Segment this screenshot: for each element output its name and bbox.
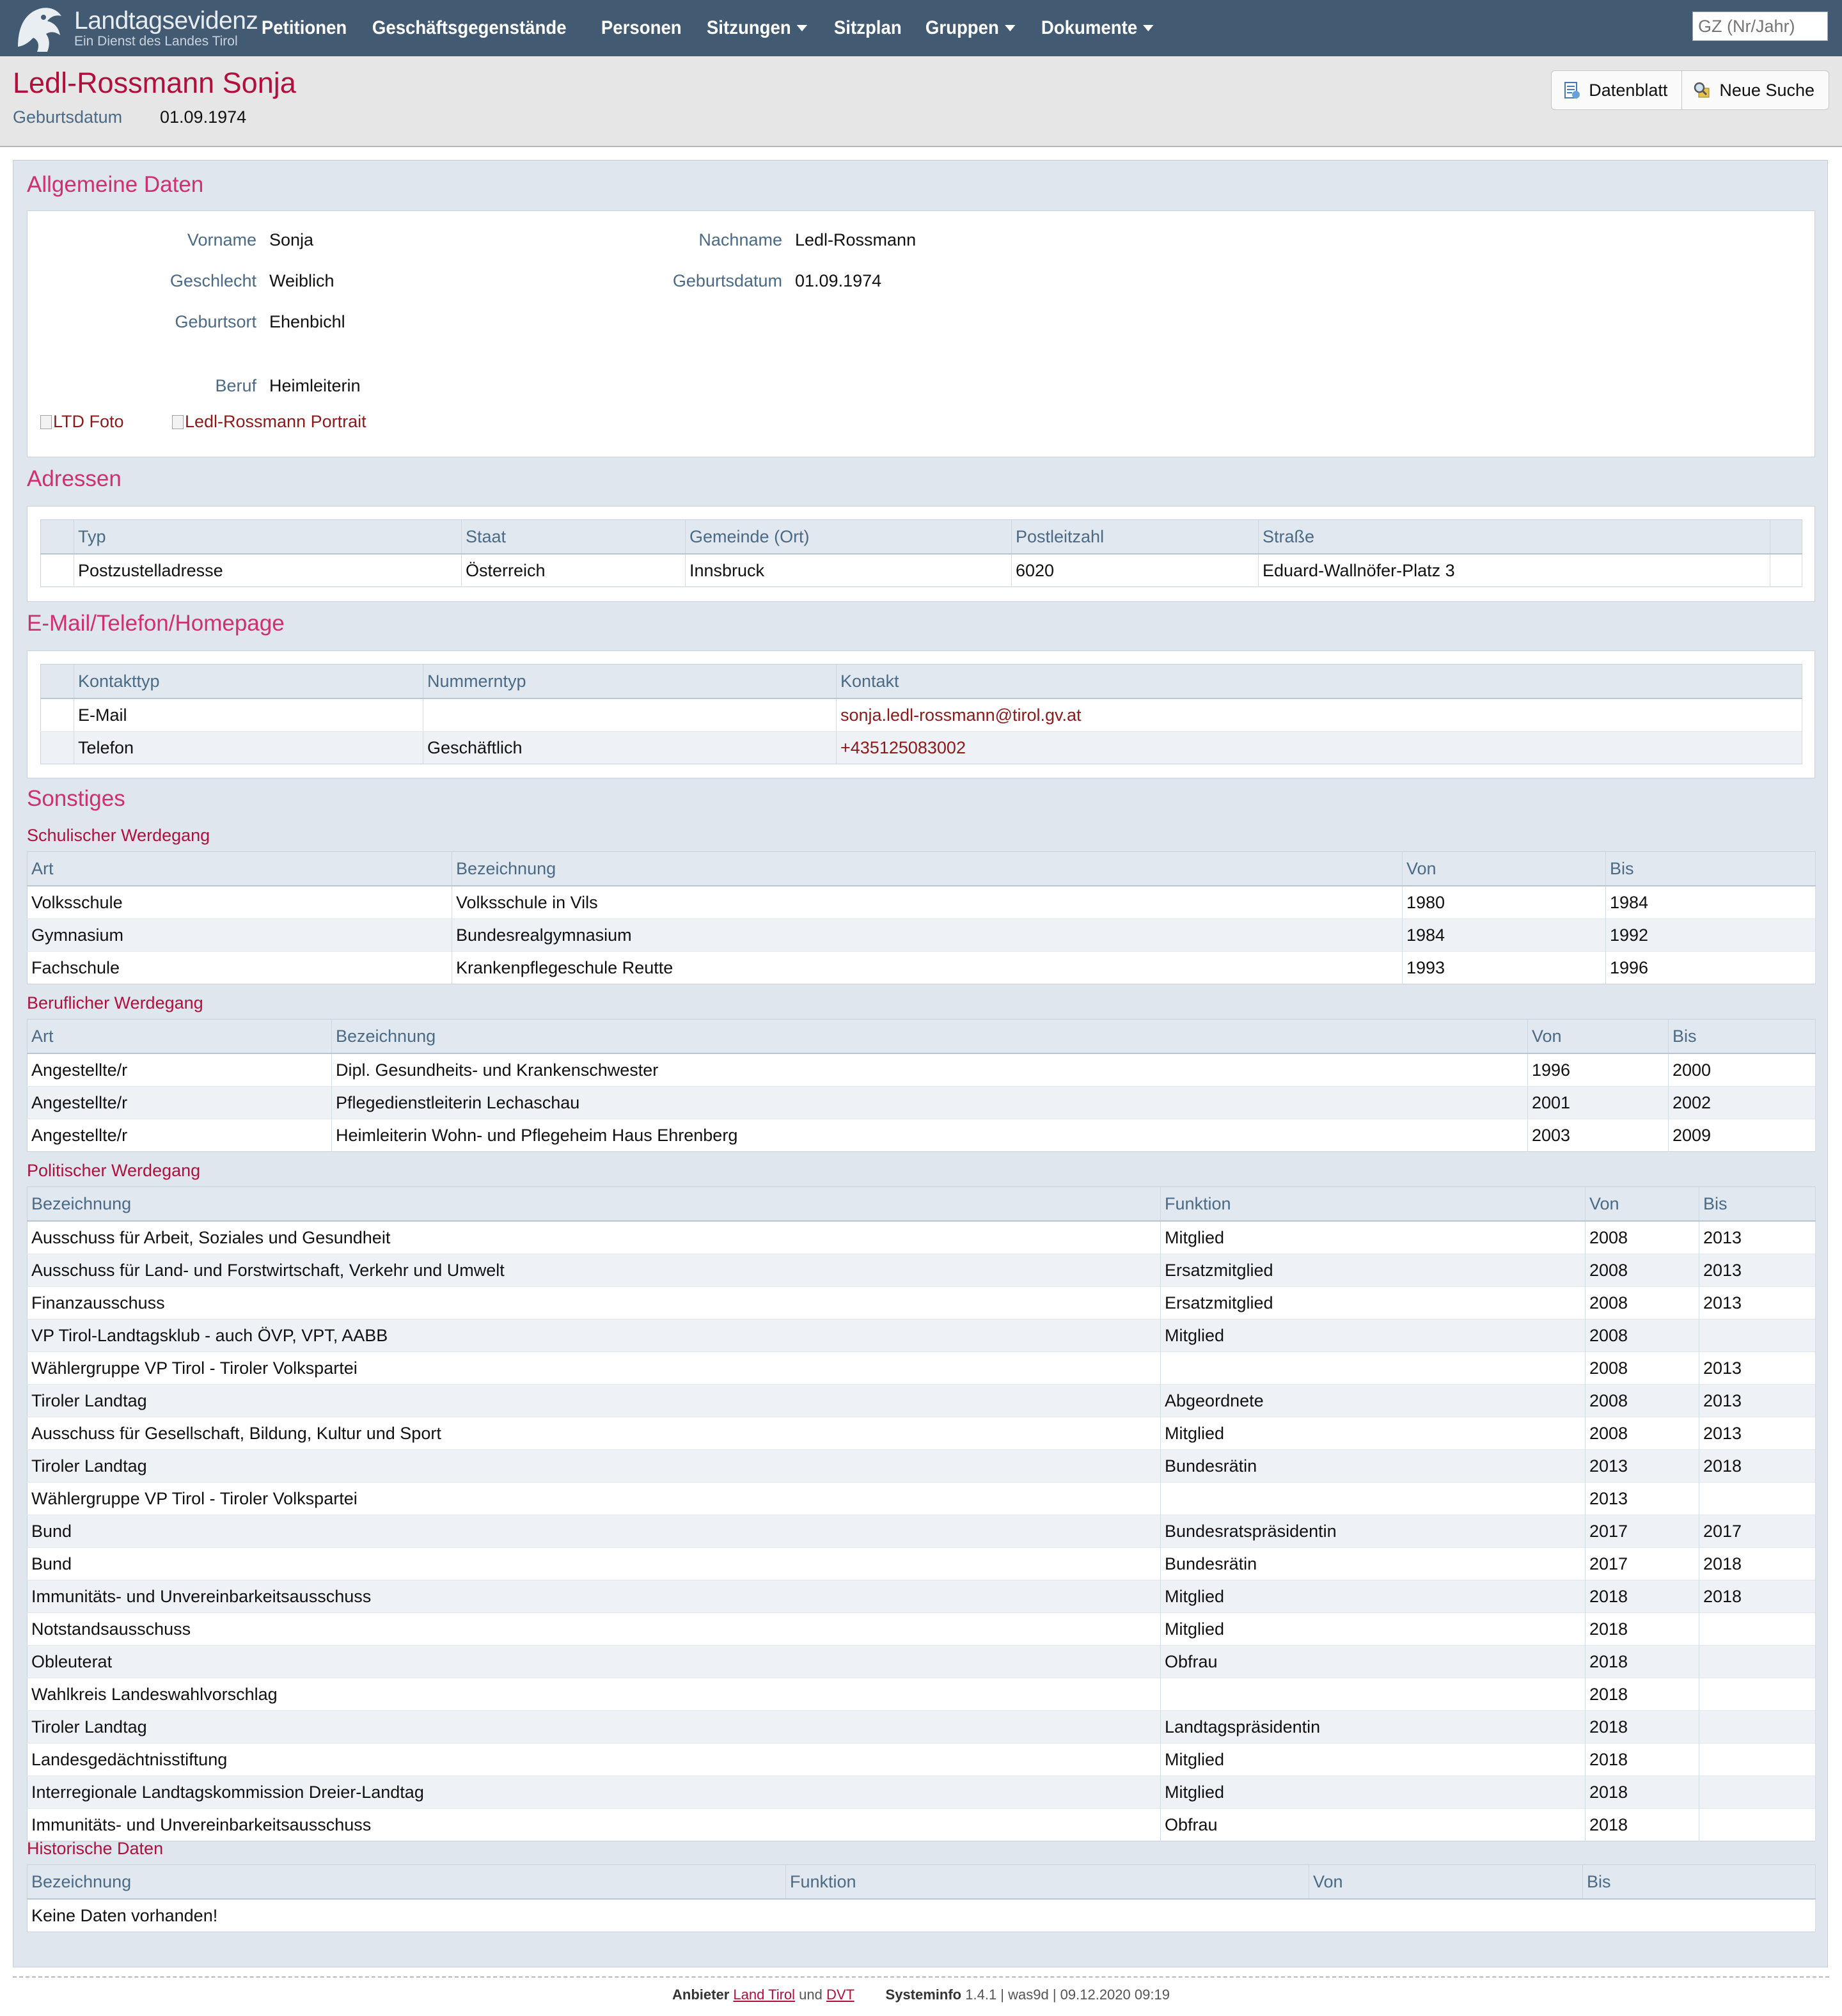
table-cell [1699,1711,1816,1744]
nav-label: Sitzplan [834,17,902,38]
table-cell: Wählergruppe VP Tirol - Tiroler Volkspartei [28,1483,1161,1515]
table-cell: 2013 [1699,1287,1816,1319]
table-row [28,1809,1816,1841]
table-cell: 2018 [1586,1744,1699,1776]
caret-down-icon [1144,25,1154,31]
table-header-cell[interactable]: Bis [1583,1865,1816,1900]
table-cell: Ersatzmitglied [1161,1254,1586,1287]
table-cell [41,554,74,587]
table-row [28,1515,1816,1548]
table-cell: 2018 [1586,1580,1699,1613]
brand-title: Landtagsevidenz [74,7,258,35]
footer [0,1987,1842,2003]
table-cell: 1996 [1528,1053,1669,1087]
table-header-cell[interactable]: Bezeichnung [452,852,1403,886]
gz-search-input[interactable] [1692,12,1828,41]
dob-label: Geburtsdatum [13,107,123,127]
table-row [28,1483,1816,1515]
table-cell: Wählergruppe VP Tirol - Tiroler Volkspartei [28,1352,1161,1385]
table-row [28,1385,1816,1417]
table-cell: 2018 [1586,1678,1699,1711]
table-cell: Interregionale Landtagskommission Dreier-Landtag [28,1776,1161,1809]
table-header-cell[interactable]: Nummerntyp [423,665,837,699]
table-header-cell [1770,520,1802,555]
table-cell: 1980 [1403,886,1606,919]
geburtsdatum-value: 01.09.1974 [795,271,882,290]
table-cell [423,698,837,732]
table-header-row [28,1020,1816,1054]
section-title-allgemein: Allgemeine Daten [27,172,204,197]
top-navbar [0,0,1842,56]
table-cell: 2018 [1699,1580,1816,1613]
email-link[interactable]: sonja.ledl-rossmann@tirol.gv.at [840,705,1082,725]
systeminfo-label: Systeminfo [885,1987,962,2003]
table-header-cell [41,520,74,555]
table-cell [1699,1319,1816,1352]
table-cell [837,698,1802,732]
table-cell: Mitglied [1161,1776,1586,1809]
table-cell: 2018 [1699,1450,1816,1483]
table-header-cell[interactable]: Bezeichnung [28,1865,786,1900]
table-header-cell[interactable]: Bis [1699,1187,1816,1222]
table-cell: Finanzausschuss [28,1287,1161,1319]
table-header-cell[interactable]: Von [1528,1020,1669,1054]
table-cell: Ersatzmitglied [1161,1287,1586,1319]
nav-label: Personen [601,17,682,38]
table-row [28,1087,1816,1119]
kontakt-box [27,650,1815,778]
table-cell: 2008 [1586,1385,1699,1417]
table-row [41,554,1802,587]
nachname-value: Ledl-Rossmann [795,230,917,249]
geburtsort-value: Ehenbichl [269,312,345,331]
table-cell: 2013 [1586,1483,1699,1515]
dvt-link[interactable]: DVT [826,1987,854,2003]
table-cell [41,698,74,732]
nav-sitzungen[interactable] [698,0,815,56]
table-cell: Bundesrealgymnasium [452,919,1403,952]
table-cell: Bund [28,1515,1161,1548]
section-title-kontakt: E-Mail/Telefon/Homepage [27,611,285,636]
table-row [28,1744,1816,1776]
table-cell: E-Mail [74,698,423,732]
neue-suche-label: Neue Suche [1719,80,1814,100]
ltd-foto-image [40,412,124,432]
table-cell: Angestellte/r [28,1053,332,1087]
table-cell: 2013 [1586,1450,1699,1483]
table-cell: 2008 [1586,1287,1699,1319]
table-cell: 2017 [1586,1548,1699,1580]
table-cell: Angestellte/r [28,1087,332,1119]
table-cell: Tiroler Landtag [28,1711,1161,1744]
table-header-cell[interactable]: Gemeinde (Ort) [686,520,1012,555]
table-cell: 2018 [1586,1646,1699,1678]
table-cell: 2013 [1699,1254,1816,1287]
table-cell: Eduard-Wallnöfer-Platz 3 [1259,554,1770,587]
portrait-image [172,412,366,432]
header-actions [1551,70,1829,110]
table-cell: 2009 [1669,1119,1816,1152]
table-header-cell[interactable]: Kontakt [837,665,1802,699]
table-cell: 2018 [1586,1809,1699,1841]
table-cell: Obfrau [1161,1809,1586,1841]
table-cell: 2008 [1586,1221,1699,1254]
table-row [28,1711,1816,1744]
table-cell: Pflegedienstleiterin Lechaschau [332,1087,1528,1119]
tirol-eagle-logo-icon [12,2,69,54]
nav-label: Geschäftsgegenstände [372,17,567,38]
table-row [28,1776,1816,1809]
caret-down-icon [1005,25,1016,31]
datenblatt-label: Datenblatt [1589,80,1668,100]
table-cell: 1993 [1403,952,1606,984]
table-cell: 2018 [1699,1548,1816,1580]
table-cell: Bundesrätin [1161,1450,1586,1483]
historisch-table [27,1864,1816,1932]
table-row [28,1319,1816,1352]
subtitle-politisch: Politischer Werdegang [27,1161,201,1180]
table-header-cell[interactable]: Von [1586,1187,1699,1222]
table-header-cell[interactable]: Postleitzahl [1012,520,1259,555]
kontakt-table [40,664,1802,764]
table-cell: Angestellte/r [28,1119,332,1152]
nav-personen[interactable] [593,0,690,56]
table-cell [1770,554,1802,587]
table-cell: Mitglied [1161,1580,1586,1613]
ltd-foto-alt: LTD Foto [53,412,124,431]
table-header-row [28,1187,1816,1222]
table-cell: Tiroler Landtag [28,1385,1161,1417]
dob-value: 01.09.1974 [160,107,247,127]
nachname-label: Nachname [698,230,782,249]
geburtsort-label: Geburtsort [175,312,256,331]
table-cell: 2008 [1586,1417,1699,1450]
table-header-cell[interactable]: Straße [1259,520,1770,555]
table-cell [1699,1678,1816,1711]
footer-divider [13,1976,1829,1978]
table-cell: 2002 [1669,1087,1816,1119]
table-row [28,1678,1816,1711]
person-header [0,56,1842,147]
table-cell: 2008 [1586,1254,1699,1287]
table-cell: 2017 [1586,1515,1699,1548]
table-cell: 2008 [1586,1352,1699,1385]
geschlecht-value: Weiblich [269,271,335,290]
systeminfo-value: 1.4.1 | was9d | 09.12.2020 09:19 [965,1987,1170,2003]
table-cell [1161,1352,1586,1385]
document-icon [1562,81,1581,100]
table-header-cell [41,665,74,699]
footer-und: und [799,1987,823,2003]
table-header-cell[interactable]: Art [28,1020,332,1054]
table-header-cell[interactable]: Von [1309,1865,1583,1900]
table-cell: Heimleiterin Wohn- und Pflegeheim Haus Ehrenberg [332,1119,1528,1152]
table-row [28,1613,1816,1646]
table-row [28,1119,1816,1152]
main-nav [253,0,1174,56]
table-header-cell[interactable]: Bezeichnung [332,1020,1528,1054]
adressen-table [40,519,1802,587]
table-cell: Mitglied [1161,1744,1586,1776]
allgemein-box [27,210,1815,457]
table-cell: 1992 [1606,919,1816,952]
table-cell [1699,1646,1816,1678]
table-cell: 2018 [1586,1613,1699,1646]
nav-label: Sitzungen [706,17,791,38]
nav-geschaeftsgegenstaende[interactable] [364,0,574,56]
table-header-row [28,852,1816,886]
nav-gruppen[interactable] [917,0,1024,56]
table-row [28,1548,1816,1580]
table-cell: Immunitäts- und Unvereinbarkeitsausschuss [28,1580,1161,1613]
table-cell: Telefon [74,732,423,764]
table-cell: Geschäftlich [423,732,837,764]
nav-label: Gruppen [925,17,1000,38]
table-row [28,886,1816,919]
table-cell: Mitglied [1161,1613,1586,1646]
table-cell [1699,1809,1816,1841]
table-cell: VP Tirol-Landtagsklub - auch ÖVP, VPT, AABB [28,1319,1161,1352]
land-tirol-link[interactable]: Land Tirol [733,1987,796,2003]
table-cell: 1996 [1606,952,1816,984]
table-cell: 6020 [1012,554,1259,587]
table-row [28,1646,1816,1678]
table-cell: Bundesrätin [1161,1548,1586,1580]
subtitle-historisch: Historische Daten [27,1839,164,1858]
table-row [28,1053,1816,1087]
table-cell [837,732,1802,764]
brand-subtitle: Ein Dienst des Landes Tirol [74,34,238,49]
table-row [28,1899,1816,1932]
table-row [41,732,1802,764]
politisch-table [27,1186,1816,1841]
table-cell: Obfrau [1161,1646,1586,1678]
table-cell: Österreich [462,554,686,587]
main-panel [13,160,1828,1967]
table-header-row [41,665,1802,699]
table-cell: 2001 [1528,1087,1669,1119]
beruflich-table [27,1019,1816,1152]
table-cell: Mitglied [1161,1221,1586,1254]
beruf-value: Heimleiterin [269,376,361,395]
broken-image-icon [40,415,52,429]
subtitle-schulisch: Schulischer Werdegang [27,826,210,845]
table-cell [1161,1678,1586,1711]
neue-suche-button[interactable] [1682,70,1829,110]
table-cell: Bundesratspräsidentin [1161,1515,1586,1548]
table-cell: 2013 [1699,1385,1816,1417]
table-cell [41,732,74,764]
subtitle-beruflich: Beruflicher Werdegang [27,993,203,1012]
table-cell [1161,1483,1586,1515]
table-cell: Fachschule [28,952,452,984]
table-header-cell[interactable]: Staat [462,520,686,555]
table-cell: Obleuterat [28,1646,1161,1678]
table-row [28,1580,1816,1613]
table-cell: Krankenpflegeschule Reutte [452,952,1403,984]
table-row [28,952,1816,984]
nav-dokumente[interactable] [1033,0,1162,56]
table-header-cell[interactable]: Funktion [1161,1187,1586,1222]
table-cell: Volksschule [28,886,452,919]
caret-down-icon [797,25,808,31]
table-cell: Landtagspräsidentin [1161,1711,1586,1744]
table-row [28,1221,1816,1254]
table-cell [1699,1613,1816,1646]
table-cell: Notstandsausschuss [28,1613,1161,1646]
table-cell: Postzustelladresse [74,554,462,587]
table-cell: Innsbruck [686,554,1012,587]
geschlecht-label: Geschlecht [169,271,256,290]
table-header-row [28,1865,1816,1900]
beruf-label: Beruf [215,376,256,395]
table-row [28,1287,1816,1319]
nav-label: Petitionen [261,17,347,38]
table-cell: Ausschuss für Arbeit, Soziales und Gesundheit [28,1221,1161,1254]
section-title-sonstiges: Sonstiges [27,786,125,811]
portrait-alt: Ledl-Rossmann Portrait [185,412,366,431]
table-row [28,1417,1816,1450]
table-cell: 2013 [1699,1221,1816,1254]
table-header-cell[interactable]: Typ [74,520,462,555]
table-header-cell[interactable]: Funktion [786,1865,1309,1900]
table-row [28,1352,1816,1385]
table-cell: Gymnasium [28,919,452,952]
search-icon [1692,81,1712,100]
nav-petitionen[interactable] [253,0,355,56]
anbieter-label: Anbieter [672,1987,730,2003]
table-header-cell[interactable]: Von [1403,852,1606,886]
table-cell: Volksschule in Vils [452,886,1403,919]
table-cell: 2013 [1699,1417,1816,1450]
table-cell: Tiroler Landtag [28,1450,1161,1483]
table-header-cell[interactable]: Bis [1606,852,1816,886]
table-header-cell[interactable]: Bezeichnung [28,1187,1161,1222]
table-cell: 2000 [1669,1053,1816,1087]
section-title-adressen: Adressen [27,466,122,491]
brand[interactable] [0,0,258,56]
table-cell: 2008 [1586,1319,1699,1352]
table-row [28,1254,1816,1287]
nav-label: Dokumente [1041,17,1138,38]
table-cell: 1984 [1403,919,1606,952]
table-cell: 2017 [1699,1515,1816,1548]
table-cell: 2013 [1699,1352,1816,1385]
table-row [28,919,1816,952]
table-cell: 2018 [1586,1776,1699,1809]
table-cell: 2018 [1586,1711,1699,1744]
table-header-cell[interactable]: Kontakttyp [74,665,423,699]
table-cell: Ausschuss für Land- und Forstwirtschaft, Verkehr und Umwelt [28,1254,1161,1287]
table-cell [1699,1776,1816,1809]
empty-message: Keine Daten vorhanden! [28,1899,1816,1932]
table-header-cell[interactable]: Art [28,852,452,886]
table-cell: 1984 [1606,886,1816,919]
table-cell: Wahlkreis Landeswahlvorschlag [28,1678,1161,1711]
table-cell: Mitglied [1161,1417,1586,1450]
vorname-value: Sonja [269,230,314,249]
table-header-cell[interactable]: Bis [1669,1020,1816,1054]
table-row [41,698,1802,732]
adressen-box [27,506,1815,602]
politisch-rows [28,1221,1816,1841]
broken-image-icon [172,415,184,429]
table-cell: Dipl. Gesundheits- und Krankenschwester [332,1053,1528,1087]
table-header-row [41,520,1802,555]
table-cell: Ausschuss für Gesellschaft, Bildung, Kultur und Sport [28,1417,1161,1450]
schulisch-table [27,851,1816,984]
geburtsdatum-label: Geburtsdatum [672,271,782,290]
table-cell: Landesgedächtnisstiftung [28,1744,1161,1776]
table-cell: Abgeordnete [1161,1385,1586,1417]
datenblatt-button[interactable] [1551,70,1682,110]
phone-link[interactable]: +435125083002 [840,737,966,757]
table-cell: Immunitäts- und Unvereinbarkeitsausschuss [28,1809,1161,1841]
table-cell: 2003 [1528,1119,1669,1152]
table-row [28,1450,1816,1483]
table-cell [1699,1744,1816,1776]
vorname-label: Vorname [187,230,256,249]
table-cell: Mitglied [1161,1319,1586,1352]
nav-sitzplan[interactable] [826,0,910,56]
page-title: Ledl-Rossmann Sonja [13,67,296,99]
table-cell: Bund [28,1548,1161,1580]
table-cell [1699,1483,1816,1515]
